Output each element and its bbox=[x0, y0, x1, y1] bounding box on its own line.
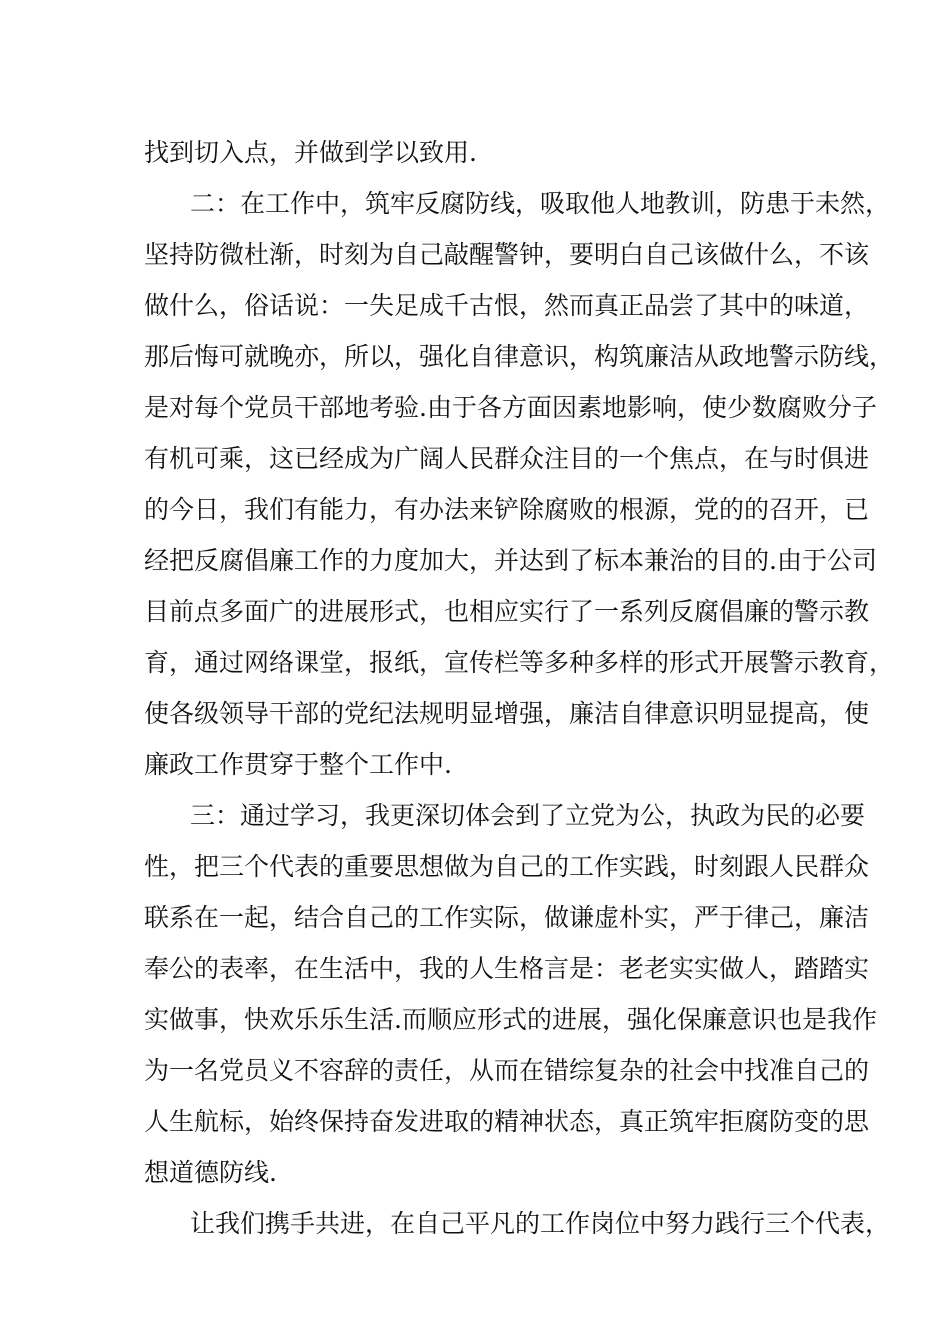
text-line: 联系在一起，结合自己的工作实际，做谦虚朴实，严于律己，廉洁 bbox=[144, 903, 870, 932]
text-line: 实做事，快欢乐乐生活.而顺应形式的进展，强化保廉意识也是我作 bbox=[144, 1005, 877, 1034]
paragraph-two-start: 二：在工作中，筑牢反腐防线，吸取他人地教训，防患于未然， bbox=[190, 189, 891, 218]
text-line: 找到切入点，并做到学以致用. bbox=[144, 138, 477, 167]
document-body bbox=[144, 127, 895, 1249]
text-line: 廉政工作贯穿于整个工作中. bbox=[144, 750, 452, 779]
closing-paragraph-start: 让我们携手共进，在自己平凡的工作岗位中努力践行三个代表， bbox=[190, 1209, 891, 1238]
paragraph-three-start: 三：通过学习，我更深切体会到了立党为公，执政为民的必要 bbox=[190, 801, 866, 830]
text-line: 为一名党员义不容辞的责任，从而在错综复杂的社会中找准自己的 bbox=[144, 1056, 870, 1085]
text-line: 育，通过网络课堂，报纸，宣传栏等多种多样的形式开展警示教育， bbox=[144, 648, 895, 677]
text-line: 人生航标，始终保持奋发进取的精神状态，真正筑牢拒腐防变的思 bbox=[144, 1107, 870, 1136]
text-line: 目前点多面广的进展形式，也相应实行了一系列反腐倡廉的警示教 bbox=[144, 597, 870, 626]
text-line: 做什么，俗话说：一失足成千古恨，然而真正品尝了其中的味道， bbox=[144, 291, 870, 320]
text-line: 是对每个党员干部地考验.由于各方面因素地影响，使少数腐败分子 bbox=[144, 393, 877, 422]
text-line: 奉公的表率，在生活中，我的人生格言是：老老实实做人，踏踏实 bbox=[144, 954, 870, 983]
text-line: 那后悔可就晚亦，所以，强化自律意识，构筑廉洁从政地警示防线， bbox=[144, 342, 895, 371]
text-line: 使各级领导干部的党纪法规明显增强，廉洁自律意识明显提高，使 bbox=[144, 699, 870, 728]
text-line: 想道德防线. bbox=[144, 1158, 277, 1187]
text-line: 经把反腐倡廉工作的力度加大，并达到了标本兼治的目的.由于公司 bbox=[144, 546, 877, 575]
text-line: 坚持防微杜渐，时刻为自己敲醒警钟，要明白自己该做什么，不该 bbox=[144, 240, 870, 269]
text-line: 的今日，我们有能力，有办法来铲除腐败的根源，党的的召开，已 bbox=[144, 495, 870, 524]
text-line: 性，把三个代表的重要思想做为自己的工作实践，时刻跟人民群众 bbox=[144, 852, 870, 881]
text-line: 有机可乘，这已经成为广阔人民群众注目的一个焦点，在与时俱进 bbox=[144, 444, 870, 473]
